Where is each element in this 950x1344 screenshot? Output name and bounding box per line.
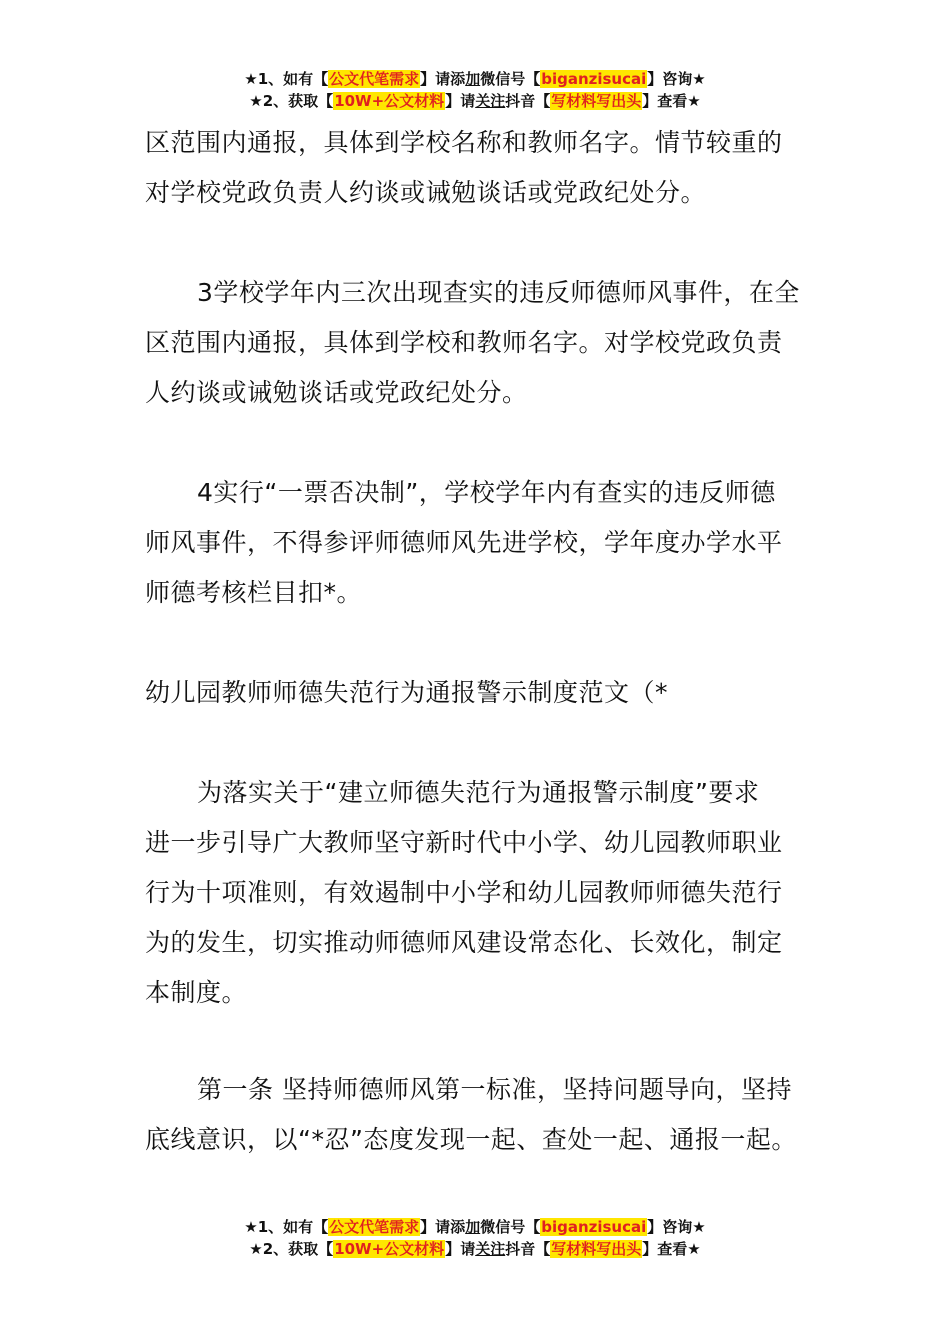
banner-text: 】请 [445, 92, 476, 110]
banner-highlight: biganzisucai [541, 1218, 647, 1236]
banner-underline: 加 [465, 1218, 481, 1236]
banner-text: 】查看★ [642, 92, 701, 110]
banner-text: ★1、如有【 [244, 1218, 329, 1236]
banner-text: 】请添 [420, 1218, 466, 1236]
banner-text: 抖音【 [505, 92, 551, 110]
banner-text: ★2、获取【 [249, 92, 334, 110]
banner-highlight: 公文代笔需求 [329, 70, 420, 88]
banner-text: 】咨询★ [647, 1218, 706, 1236]
banner-highlight: 10W+公文材料 [334, 1240, 445, 1258]
banner-text: 微信号【 [480, 1218, 541, 1236]
footer-banner [0, 1216, 950, 1260]
text-line: 4实行“一票否决制”，学校学年内有查实的违反师德 [197, 478, 776, 507]
text-line: 本制度。 [145, 978, 248, 1007]
banner-highlight: 写材料写出头 [551, 1240, 642, 1258]
text-line: 区范围内通报，具体到学校名称和教师名字。情节较重的 [145, 128, 783, 157]
text-line: 对学校党政负责人约谈或诫勉谈话或党政纪处分。 [145, 178, 707, 207]
section-heading [145, 668, 815, 718]
banner-text: 抖音【 [505, 1240, 551, 1258]
banner-text: 微信号【 [480, 70, 541, 88]
text-line: 师德考核栏目扣*。 [145, 578, 363, 607]
text-line: 幼儿园教师师德失范行为通报警示制度范文（* [145, 678, 669, 707]
text-line: 区范围内通报，具体到学校和教师名字。对学校党政负责 [145, 328, 783, 357]
banner-line-2 [0, 90, 950, 112]
banner-highlight: 公文代笔需求 [329, 1218, 420, 1236]
paragraph-1 [145, 118, 815, 218]
header-banner [0, 68, 950, 112]
text-line: 第一条 坚持师德师风第一标准，坚持问题导向，坚持 [197, 1075, 792, 1104]
text-line: 为落实关于“建立师德失范行为通报警示制度”要求 [197, 778, 760, 807]
text-line: 人约谈或诫勉谈话或党政纪处分。 [145, 378, 528, 407]
paragraph-3 [145, 468, 815, 618]
banner-text: 】请 [445, 1240, 476, 1258]
banner-underline: 关注 [475, 92, 506, 110]
text-line: 3学校学年内三次出现查实的违反师德师风事件，在全 [197, 278, 800, 307]
text-line: 底线意识，以“*忍”态度发现一起、查处一起、通报一起。 [145, 1125, 797, 1154]
text-line: 进一步引导广大教师坚守新时代中小学、幼儿园教师职业 [145, 828, 783, 857]
banner-line-2 [0, 1238, 950, 1260]
text-line: 行为十项准则，有效遏制中小学和幼儿园教师师德失范行 [145, 878, 783, 907]
banner-text: 】咨询★ [647, 70, 706, 88]
banner-highlight: biganzisucai [541, 70, 647, 88]
paragraph-5 [145, 1065, 815, 1165]
paragraph-4 [145, 768, 815, 1018]
banner-underline: 关注 [475, 1240, 506, 1258]
banner-text: ★1、如有【 [244, 70, 329, 88]
text-line: 师风事件，不得参评师德师风先进学校，学年度办学水平 [145, 528, 783, 557]
banner-text: ★2、获取【 [249, 1240, 334, 1258]
banner-underline: 加 [465, 70, 481, 88]
text-line: 为的发生，切实推动师德师风建设常态化、长效化，制定 [145, 928, 783, 957]
banner-text: 】请添 [420, 70, 466, 88]
paragraph-2 [145, 268, 815, 418]
banner-line-1 [0, 1216, 950, 1238]
banner-text: 】查看★ [642, 1240, 701, 1258]
banner-highlight: 10W+公文材料 [334, 92, 445, 110]
banner-highlight: 写材料写出头 [551, 92, 642, 110]
banner-line-1 [0, 68, 950, 90]
